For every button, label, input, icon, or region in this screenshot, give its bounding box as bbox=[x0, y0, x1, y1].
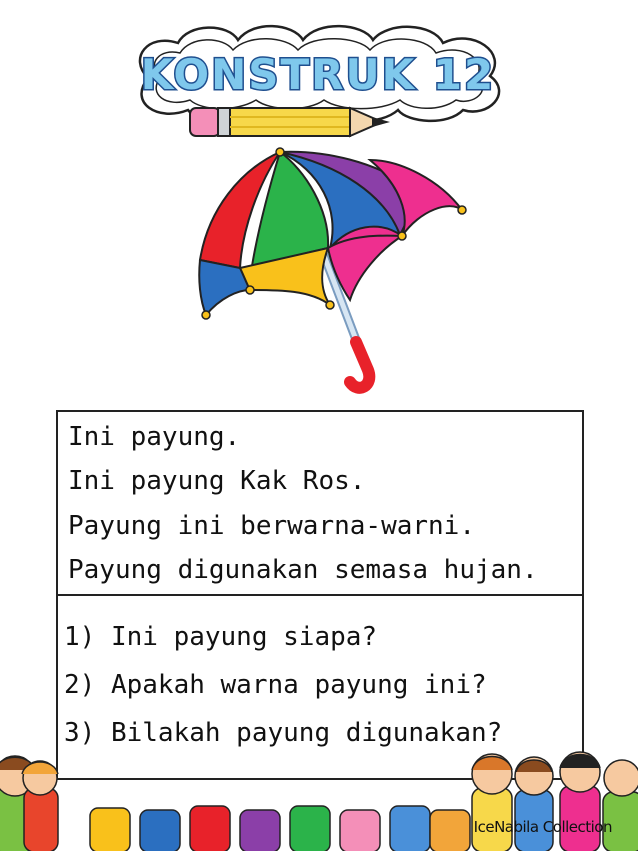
passage-line: Ini payung. bbox=[68, 422, 241, 452]
credit-text: IceNabila Collection bbox=[473, 818, 612, 836]
passage-line: Payung ini berwarna-warni. bbox=[68, 511, 475, 541]
question-item: 2) Apakah warna payung ini? bbox=[64, 670, 487, 700]
pencil-icon bbox=[186, 100, 396, 145]
passage-line: Ini payung Kak Ros. bbox=[68, 466, 366, 496]
question-item: 3) Bilakah payung digunakan? bbox=[64, 718, 503, 748]
umbrella-icon bbox=[180, 140, 480, 400]
passage-box bbox=[56, 410, 584, 598]
passage-line: Payung digunakan semasa hujan. bbox=[68, 555, 538, 585]
page-title: KONSTRUK 12 bbox=[140, 50, 496, 99]
question-item: 1) Ini payung siapa? bbox=[64, 622, 378, 652]
